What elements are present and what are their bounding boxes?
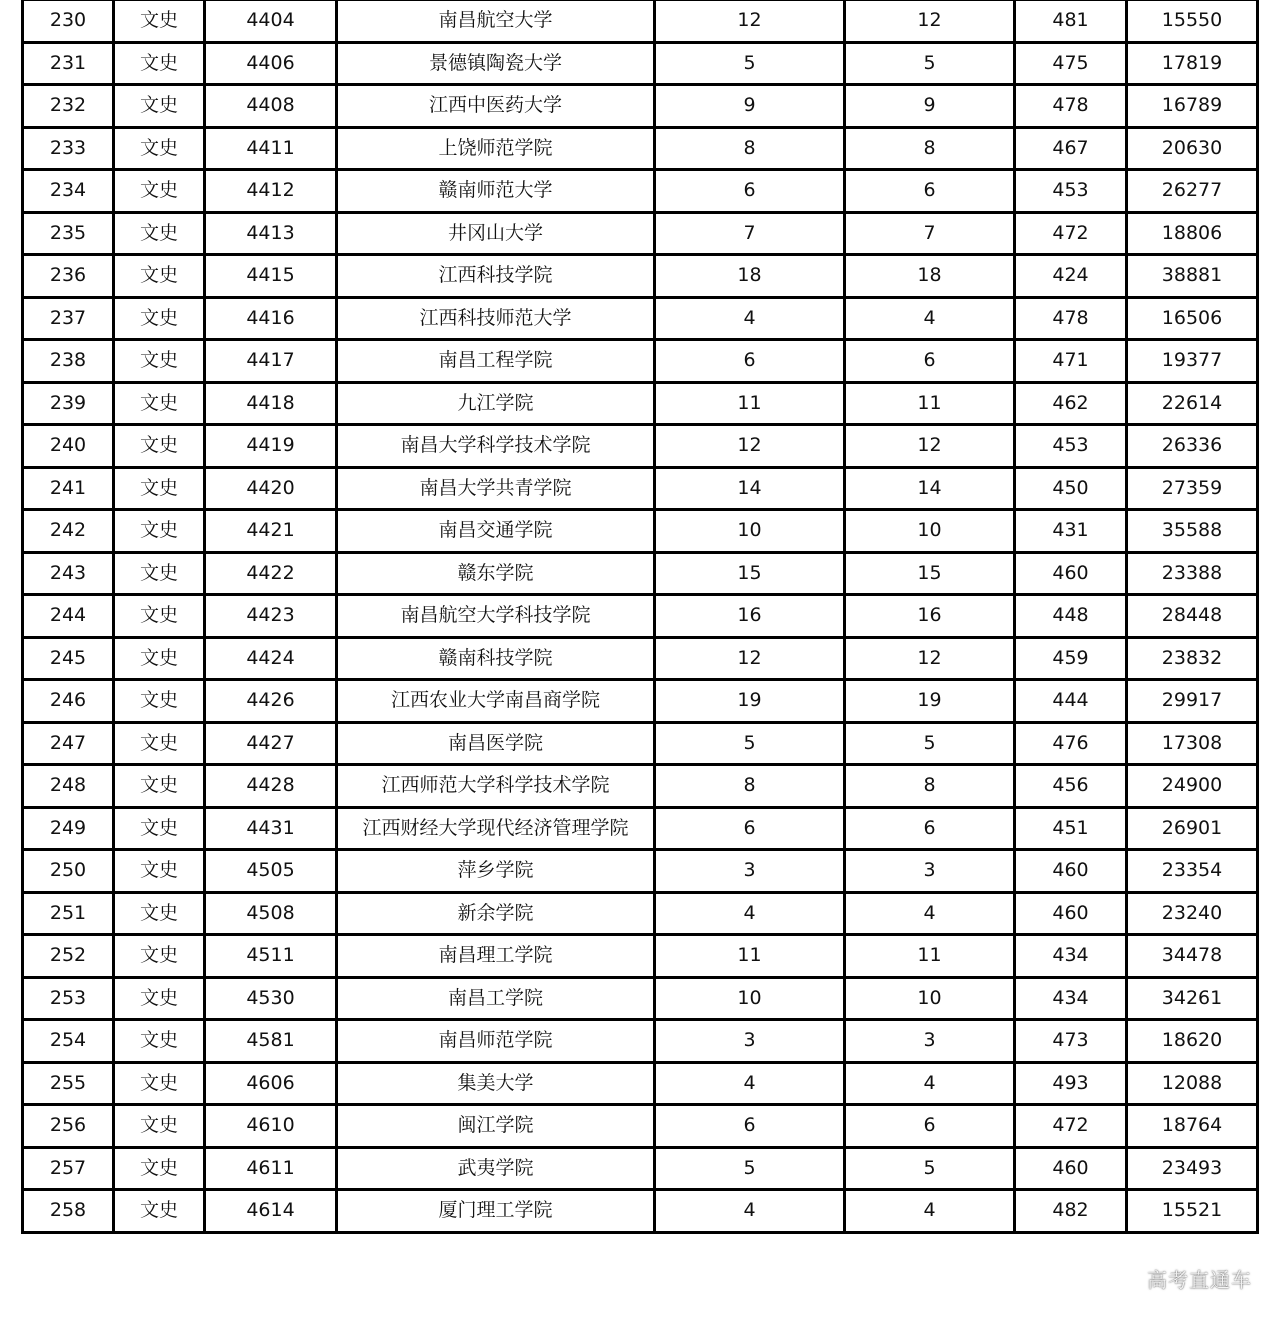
rank-cell: 20630 xyxy=(1127,127,1258,170)
subject-cell: 文史 xyxy=(114,212,205,255)
plan-count-cell: 12 xyxy=(655,0,845,42)
admitted-count-cell: 6 xyxy=(845,807,1015,850)
rank-cell: 17308 xyxy=(1127,722,1258,765)
min-score-cell: 453 xyxy=(1015,425,1127,468)
rank-cell: 16506 xyxy=(1127,297,1258,340)
rank-cell: 26901 xyxy=(1127,807,1258,850)
subject-cell: 文史 xyxy=(114,935,205,978)
rank-cell: 23388 xyxy=(1127,552,1258,595)
rank-cell: 24900 xyxy=(1127,765,1258,808)
row-number-cell: 232 xyxy=(23,85,114,128)
row-number-cell: 257 xyxy=(23,1147,114,1190)
plan-count-cell: 6 xyxy=(655,807,845,850)
school-code-cell: 4420 xyxy=(205,467,337,510)
subject-cell: 文史 xyxy=(114,85,205,128)
subject-cell: 文史 xyxy=(114,850,205,893)
table-row xyxy=(23,42,1258,85)
plan-count-cell: 8 xyxy=(655,765,845,808)
rank-cell: 35588 xyxy=(1127,510,1258,553)
row-number-cell: 239 xyxy=(23,382,114,425)
admitted-count-cell: 14 xyxy=(845,467,1015,510)
plan-count-cell: 10 xyxy=(655,510,845,553)
subject-cell: 文史 xyxy=(114,1190,205,1233)
school-name-cell: 赣南师范大学 xyxy=(337,170,655,213)
table-row xyxy=(23,382,1258,425)
plan-count-cell: 5 xyxy=(655,42,845,85)
table-row xyxy=(23,722,1258,765)
school-name-cell: 井冈山大学 xyxy=(337,212,655,255)
school-name-cell: 武夷学院 xyxy=(337,1147,655,1190)
rank-cell: 27359 xyxy=(1127,467,1258,510)
plan-count-cell: 7 xyxy=(655,212,845,255)
table-body xyxy=(23,0,1258,1232)
rank-cell: 18806 xyxy=(1127,212,1258,255)
table-row xyxy=(23,510,1258,553)
school-code-cell: 4413 xyxy=(205,212,337,255)
subject-cell: 文史 xyxy=(114,255,205,298)
subject-cell: 文史 xyxy=(114,510,205,553)
row-number-cell: 243 xyxy=(23,552,114,595)
subject-cell: 文史 xyxy=(114,595,205,638)
plan-count-cell: 12 xyxy=(655,637,845,680)
min-score-cell: 467 xyxy=(1015,127,1127,170)
row-number-cell: 248 xyxy=(23,765,114,808)
school-code-cell: 4404 xyxy=(205,0,337,42)
school-code-cell: 4431 xyxy=(205,807,337,850)
min-score-cell: 456 xyxy=(1015,765,1127,808)
admitted-count-cell: 9 xyxy=(845,85,1015,128)
row-number-cell: 230 xyxy=(23,0,114,42)
table-row xyxy=(23,680,1258,723)
row-number-cell: 244 xyxy=(23,595,114,638)
school-code-cell: 4422 xyxy=(205,552,337,595)
school-code-cell: 4581 xyxy=(205,1020,337,1063)
plan-count-cell: 4 xyxy=(655,892,845,935)
admitted-count-cell: 7 xyxy=(845,212,1015,255)
school-name-cell: 南昌师范学院 xyxy=(337,1020,655,1063)
table-row xyxy=(23,85,1258,128)
row-number-cell: 234 xyxy=(23,170,114,213)
plan-count-cell: 14 xyxy=(655,467,845,510)
min-score-cell: 493 xyxy=(1015,1062,1127,1105)
plan-count-cell: 11 xyxy=(655,382,845,425)
school-code-cell: 4416 xyxy=(205,297,337,340)
table-row xyxy=(23,1190,1258,1233)
plan-count-cell: 10 xyxy=(655,977,845,1020)
row-number-cell: 258 xyxy=(23,1190,114,1233)
admitted-count-cell: 4 xyxy=(845,1062,1015,1105)
school-name-cell: 南昌航空大学科技学院 xyxy=(337,595,655,638)
admitted-count-cell: 4 xyxy=(845,1190,1015,1233)
school-name-cell: 上饶师范学院 xyxy=(337,127,655,170)
row-number-cell: 236 xyxy=(23,255,114,298)
plan-count-cell: 6 xyxy=(655,1105,845,1148)
min-score-cell: 475 xyxy=(1015,42,1127,85)
table-row xyxy=(23,552,1258,595)
table-row xyxy=(23,637,1258,680)
row-number-cell: 255 xyxy=(23,1062,114,1105)
school-code-cell: 4423 xyxy=(205,595,337,638)
subject-cell: 文史 xyxy=(114,170,205,213)
plan-count-cell: 8 xyxy=(655,127,845,170)
admitted-count-cell: 18 xyxy=(845,255,1015,298)
admitted-count-cell: 3 xyxy=(845,850,1015,893)
admitted-count-cell: 3 xyxy=(845,1020,1015,1063)
rank-cell: 23354 xyxy=(1127,850,1258,893)
school-name-cell: 江西中医药大学 xyxy=(337,85,655,128)
plan-count-cell: 18 xyxy=(655,255,845,298)
min-score-cell: 460 xyxy=(1015,1147,1127,1190)
table-row xyxy=(23,297,1258,340)
table-row xyxy=(23,0,1258,42)
row-number-cell: 256 xyxy=(23,1105,114,1148)
school-code-cell: 4606 xyxy=(205,1062,337,1105)
row-number-cell: 246 xyxy=(23,680,114,723)
subject-cell: 文史 xyxy=(114,680,205,723)
row-number-cell: 249 xyxy=(23,807,114,850)
plan-count-cell: 4 xyxy=(655,1062,845,1105)
subject-cell: 文史 xyxy=(114,0,205,42)
row-number-cell: 245 xyxy=(23,637,114,680)
admitted-count-cell: 19 xyxy=(845,680,1015,723)
school-code-cell: 4505 xyxy=(205,850,337,893)
min-score-cell: 476 xyxy=(1015,722,1127,765)
min-score-cell: 434 xyxy=(1015,977,1127,1020)
school-code-cell: 4511 xyxy=(205,935,337,978)
table-row xyxy=(23,255,1258,298)
admitted-count-cell: 10 xyxy=(845,977,1015,1020)
min-score-cell: 451 xyxy=(1015,807,1127,850)
min-score-cell: 478 xyxy=(1015,85,1127,128)
min-score-cell: 444 xyxy=(1015,680,1127,723)
min-score-cell: 473 xyxy=(1015,1020,1127,1063)
row-number-cell: 235 xyxy=(23,212,114,255)
subject-cell: 文史 xyxy=(114,127,205,170)
school-code-cell: 4406 xyxy=(205,42,337,85)
table-row xyxy=(23,212,1258,255)
subject-cell: 文史 xyxy=(114,552,205,595)
plan-count-cell: 15 xyxy=(655,552,845,595)
min-score-cell: 460 xyxy=(1015,850,1127,893)
school-code-cell: 4530 xyxy=(205,977,337,1020)
plan-count-cell: 4 xyxy=(655,1190,845,1233)
school-code-cell: 4415 xyxy=(205,255,337,298)
school-name-cell: 赣东学院 xyxy=(337,552,655,595)
rank-cell: 18764 xyxy=(1127,1105,1258,1148)
min-score-cell: 453 xyxy=(1015,170,1127,213)
school-code-cell: 4611 xyxy=(205,1147,337,1190)
rank-cell: 12088 xyxy=(1127,1062,1258,1105)
rank-cell: 15550 xyxy=(1127,0,1258,42)
school-name-cell: 集美大学 xyxy=(337,1062,655,1105)
admitted-count-cell: 5 xyxy=(845,42,1015,85)
admitted-count-cell: 10 xyxy=(845,510,1015,553)
subject-cell: 文史 xyxy=(114,382,205,425)
min-score-cell: 450 xyxy=(1015,467,1127,510)
rank-cell: 34261 xyxy=(1127,977,1258,1020)
school-code-cell: 4408 xyxy=(205,85,337,128)
plan-count-cell: 6 xyxy=(655,340,845,383)
rank-cell: 29917 xyxy=(1127,680,1258,723)
school-name-cell: 闽江学院 xyxy=(337,1105,655,1148)
subject-cell: 文史 xyxy=(114,892,205,935)
rank-cell: 28448 xyxy=(1127,595,1258,638)
admissions-table xyxy=(21,0,1259,1234)
admitted-count-cell: 15 xyxy=(845,552,1015,595)
plan-count-cell: 16 xyxy=(655,595,845,638)
school-code-cell: 4412 xyxy=(205,170,337,213)
row-number-cell: 253 xyxy=(23,977,114,1020)
row-number-cell: 250 xyxy=(23,850,114,893)
min-score-cell: 460 xyxy=(1015,552,1127,595)
row-number-cell: 233 xyxy=(23,127,114,170)
admitted-count-cell: 6 xyxy=(845,1105,1015,1148)
table-row xyxy=(23,170,1258,213)
admitted-count-cell: 12 xyxy=(845,425,1015,468)
subject-cell: 文史 xyxy=(114,722,205,765)
rank-cell: 22614 xyxy=(1127,382,1258,425)
row-number-cell: 242 xyxy=(23,510,114,553)
subject-cell: 文史 xyxy=(114,977,205,1020)
school-code-cell: 4411 xyxy=(205,127,337,170)
table-row xyxy=(23,1062,1258,1105)
table-row xyxy=(23,977,1258,1020)
plan-count-cell: 5 xyxy=(655,722,845,765)
min-score-cell: 424 xyxy=(1015,255,1127,298)
table-row xyxy=(23,127,1258,170)
admitted-count-cell: 8 xyxy=(845,765,1015,808)
subject-cell: 文史 xyxy=(114,1105,205,1148)
subject-cell: 文史 xyxy=(114,42,205,85)
row-number-cell: 247 xyxy=(23,722,114,765)
school-code-cell: 4508 xyxy=(205,892,337,935)
admitted-count-cell: 11 xyxy=(845,382,1015,425)
min-score-cell: 472 xyxy=(1015,212,1127,255)
row-number-cell: 231 xyxy=(23,42,114,85)
subject-cell: 文史 xyxy=(114,467,205,510)
min-score-cell: 434 xyxy=(1015,935,1127,978)
rank-cell: 26336 xyxy=(1127,425,1258,468)
table-row xyxy=(23,425,1258,468)
admitted-count-cell: 5 xyxy=(845,1147,1015,1190)
table-row xyxy=(23,935,1258,978)
table-row xyxy=(23,1105,1258,1148)
school-code-cell: 4424 xyxy=(205,637,337,680)
subject-cell: 文史 xyxy=(114,340,205,383)
school-name-cell: 南昌交通学院 xyxy=(337,510,655,553)
table-row xyxy=(23,1020,1258,1063)
rank-cell: 23832 xyxy=(1127,637,1258,680)
row-number-cell: 254 xyxy=(23,1020,114,1063)
plan-count-cell: 9 xyxy=(655,85,845,128)
admitted-count-cell: 4 xyxy=(845,892,1015,935)
subject-cell: 文史 xyxy=(114,1062,205,1105)
min-score-cell: 462 xyxy=(1015,382,1127,425)
school-name-cell: 江西农业大学南昌商学院 xyxy=(337,680,655,723)
school-code-cell: 4419 xyxy=(205,425,337,468)
min-score-cell: 448 xyxy=(1015,595,1127,638)
row-number-cell: 238 xyxy=(23,340,114,383)
rank-cell: 38881 xyxy=(1127,255,1258,298)
plan-count-cell: 19 xyxy=(655,680,845,723)
table-row xyxy=(23,807,1258,850)
school-name-cell: 江西师范大学科学技术学院 xyxy=(337,765,655,808)
school-name-cell: 南昌大学共青学院 xyxy=(337,467,655,510)
row-number-cell: 252 xyxy=(23,935,114,978)
rank-cell: 23240 xyxy=(1127,892,1258,935)
plan-count-cell: 11 xyxy=(655,935,845,978)
table-row xyxy=(23,340,1258,383)
school-name-cell: 赣南科技学院 xyxy=(337,637,655,680)
school-name-cell: 九江学院 xyxy=(337,382,655,425)
rank-cell: 17819 xyxy=(1127,42,1258,85)
subject-cell: 文史 xyxy=(114,1147,205,1190)
school-name-cell: 南昌医学院 xyxy=(337,722,655,765)
school-name-cell: 南昌航空大学 xyxy=(337,0,655,42)
school-name-cell: 南昌工学院 xyxy=(337,977,655,1020)
school-name-cell: 厦门理工学院 xyxy=(337,1190,655,1233)
subject-cell: 文史 xyxy=(114,765,205,808)
school-code-cell: 4610 xyxy=(205,1105,337,1148)
school-code-cell: 4418 xyxy=(205,382,337,425)
min-score-cell: 431 xyxy=(1015,510,1127,553)
plan-count-cell: 3 xyxy=(655,850,845,893)
school-name-cell: 南昌工程学院 xyxy=(337,340,655,383)
row-number-cell: 251 xyxy=(23,892,114,935)
school-name-cell: 南昌大学科学技术学院 xyxy=(337,425,655,468)
admitted-count-cell: 6 xyxy=(845,340,1015,383)
school-name-cell: 萍乡学院 xyxy=(337,850,655,893)
school-name-cell: 江西科技学院 xyxy=(337,255,655,298)
school-name-cell: 南昌理工学院 xyxy=(337,935,655,978)
min-score-cell: 481 xyxy=(1015,0,1127,42)
school-name-cell: 新余学院 xyxy=(337,892,655,935)
admitted-count-cell: 11 xyxy=(845,935,1015,978)
watermark-text: 高考直通车 xyxy=(1147,1268,1252,1292)
school-code-cell: 4421 xyxy=(205,510,337,553)
table-row xyxy=(23,1147,1258,1190)
plan-count-cell: 3 xyxy=(655,1020,845,1063)
table-row xyxy=(23,467,1258,510)
admitted-count-cell: 6 xyxy=(845,170,1015,213)
subject-cell: 文史 xyxy=(114,425,205,468)
plan-count-cell: 4 xyxy=(655,297,845,340)
min-score-cell: 478 xyxy=(1015,297,1127,340)
rank-cell: 26277 xyxy=(1127,170,1258,213)
table-row xyxy=(23,595,1258,638)
admitted-count-cell: 5 xyxy=(845,722,1015,765)
admitted-count-cell: 4 xyxy=(845,297,1015,340)
min-score-cell: 460 xyxy=(1015,892,1127,935)
rank-cell: 16789 xyxy=(1127,85,1258,128)
rank-cell: 18620 xyxy=(1127,1020,1258,1063)
admitted-count-cell: 12 xyxy=(845,0,1015,42)
school-name-cell: 景德镇陶瓷大学 xyxy=(337,42,655,85)
subject-cell: 文史 xyxy=(114,1020,205,1063)
rank-cell: 23493 xyxy=(1127,1147,1258,1190)
subject-cell: 文史 xyxy=(114,807,205,850)
min-score-cell: 459 xyxy=(1015,637,1127,680)
row-number-cell: 237 xyxy=(23,297,114,340)
min-score-cell: 482 xyxy=(1015,1190,1127,1233)
rank-cell: 19377 xyxy=(1127,340,1258,383)
school-name-cell: 江西科技师范大学 xyxy=(337,297,655,340)
rank-cell: 34478 xyxy=(1127,935,1258,978)
school-code-cell: 4614 xyxy=(205,1190,337,1233)
school-code-cell: 4426 xyxy=(205,680,337,723)
row-number-cell: 241 xyxy=(23,467,114,510)
plan-count-cell: 6 xyxy=(655,170,845,213)
school-code-cell: 4427 xyxy=(205,722,337,765)
plan-count-cell: 12 xyxy=(655,425,845,468)
rank-cell: 15521 xyxy=(1127,1190,1258,1233)
school-code-cell: 4417 xyxy=(205,340,337,383)
school-code-cell: 4428 xyxy=(205,765,337,808)
admitted-count-cell: 8 xyxy=(845,127,1015,170)
subject-cell: 文史 xyxy=(114,297,205,340)
min-score-cell: 471 xyxy=(1015,340,1127,383)
row-number-cell: 240 xyxy=(23,425,114,468)
min-score-cell: 472 xyxy=(1015,1105,1127,1148)
admitted-count-cell: 12 xyxy=(845,637,1015,680)
table-row xyxy=(23,892,1258,935)
school-name-cell: 江西财经大学现代经济管理学院 xyxy=(337,807,655,850)
table-row xyxy=(23,765,1258,808)
admitted-count-cell: 16 xyxy=(845,595,1015,638)
plan-count-cell: 5 xyxy=(655,1147,845,1190)
subject-cell: 文史 xyxy=(114,637,205,680)
table-row xyxy=(23,850,1258,893)
